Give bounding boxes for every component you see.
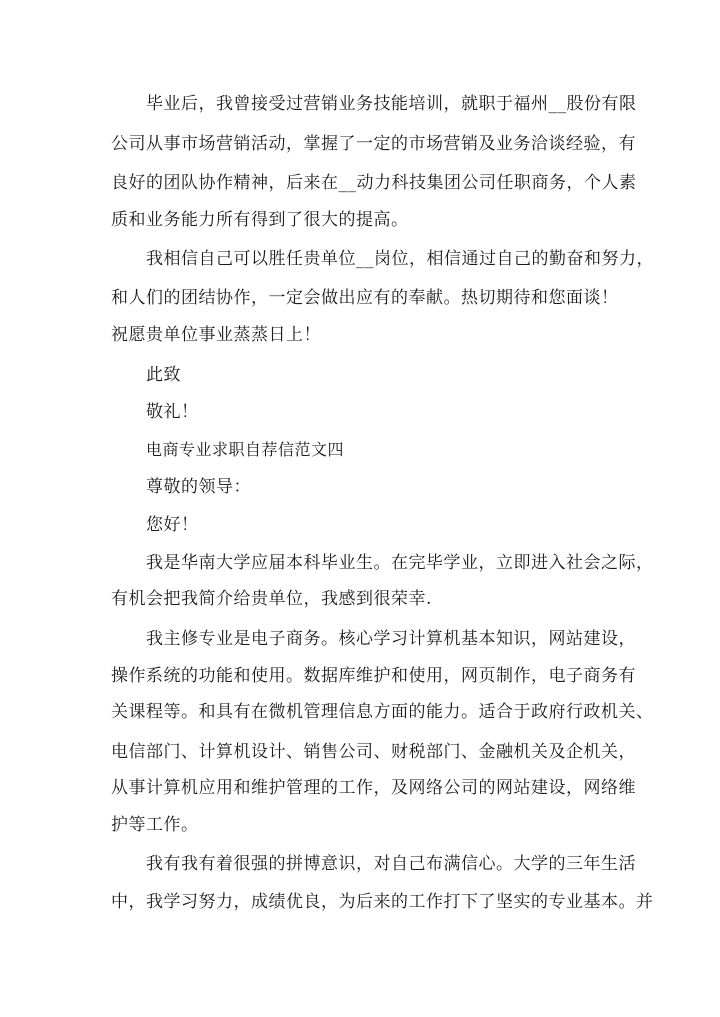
paragraph-4-line-2: 操作系统的功能和使用。数据库维护和使用，网页制作，电子商务有	[111, 666, 636, 686]
paragraph-2-line-2: 和人们的团结协作，一定会做出应有的奉献。热切期待和您面谈！	[111, 288, 619, 308]
paragraph-1-line-2: 公司从事市场营销活动，掌握了一定的市场营销及业务洽谈经验，有	[111, 134, 636, 154]
paragraph-4-line-6: 护等工作。	[111, 815, 199, 835]
paragraph-4-line-5: 从事计算机应用和维护管理的工作，及网络公司的网站建设，网络维	[111, 778, 636, 798]
closing-salutation: 此致	[146, 365, 181, 385]
paragraph-3-line-1: 我是华南大学应届本科毕业生。在完毕学业，立即进入社会之际，	[146, 553, 654, 573]
closing-regards: 敬礼！	[146, 402, 199, 422]
paragraph-4-line-4: 电信部门、计算机设计、销售公司、财税部门、金融机关及企机关，	[111, 742, 636, 762]
paragraph-2-line-3: 祝愿贵单位事业蒸蒸日上！	[111, 325, 321, 345]
paragraph-1-line-4: 质和业务能力所有得到了很大的提高。	[111, 210, 409, 230]
section-heading: 电商专业求职自荐信范文四	[146, 440, 345, 459]
paragraph-1-line-3: 良好的团队协作精神，后来在__动力科技集团公司任职商务，个人素	[111, 173, 637, 193]
paragraph-4-line-1: 我主修专业是电子商务。核心学习计算机基本知识，网站建设，	[146, 629, 636, 649]
paragraph-2-line-1: 我相信自己可以胜任贵单位__岗位，相信通过自己的勤奋和努力，	[146, 249, 654, 269]
greeting-hello: 您好！	[146, 515, 199, 535]
paragraph-1-line-1: 毕业后，我曾接受过营销业务技能培训，就职于福州__股份有限	[146, 94, 637, 114]
paragraph-5-line-2: 中，我学习努力，成绩优良，为后来的工作打下了坚实的专业基本。并	[111, 892, 654, 912]
greeting-recipient: 尊敬的领导：	[146, 477, 251, 497]
paragraph-5-line-1: 我有我有着很强的拼博意识，对自己布满信心。大学的三年生活	[146, 854, 636, 874]
paragraph-4-line-3: 关课程等。和具有在微机管理信息方面的能力。适合于政府行政机关、	[111, 702, 654, 722]
paragraph-3-line-2: 有机会把我简介给贵单位，我感到很荣幸.	[111, 589, 432, 609]
